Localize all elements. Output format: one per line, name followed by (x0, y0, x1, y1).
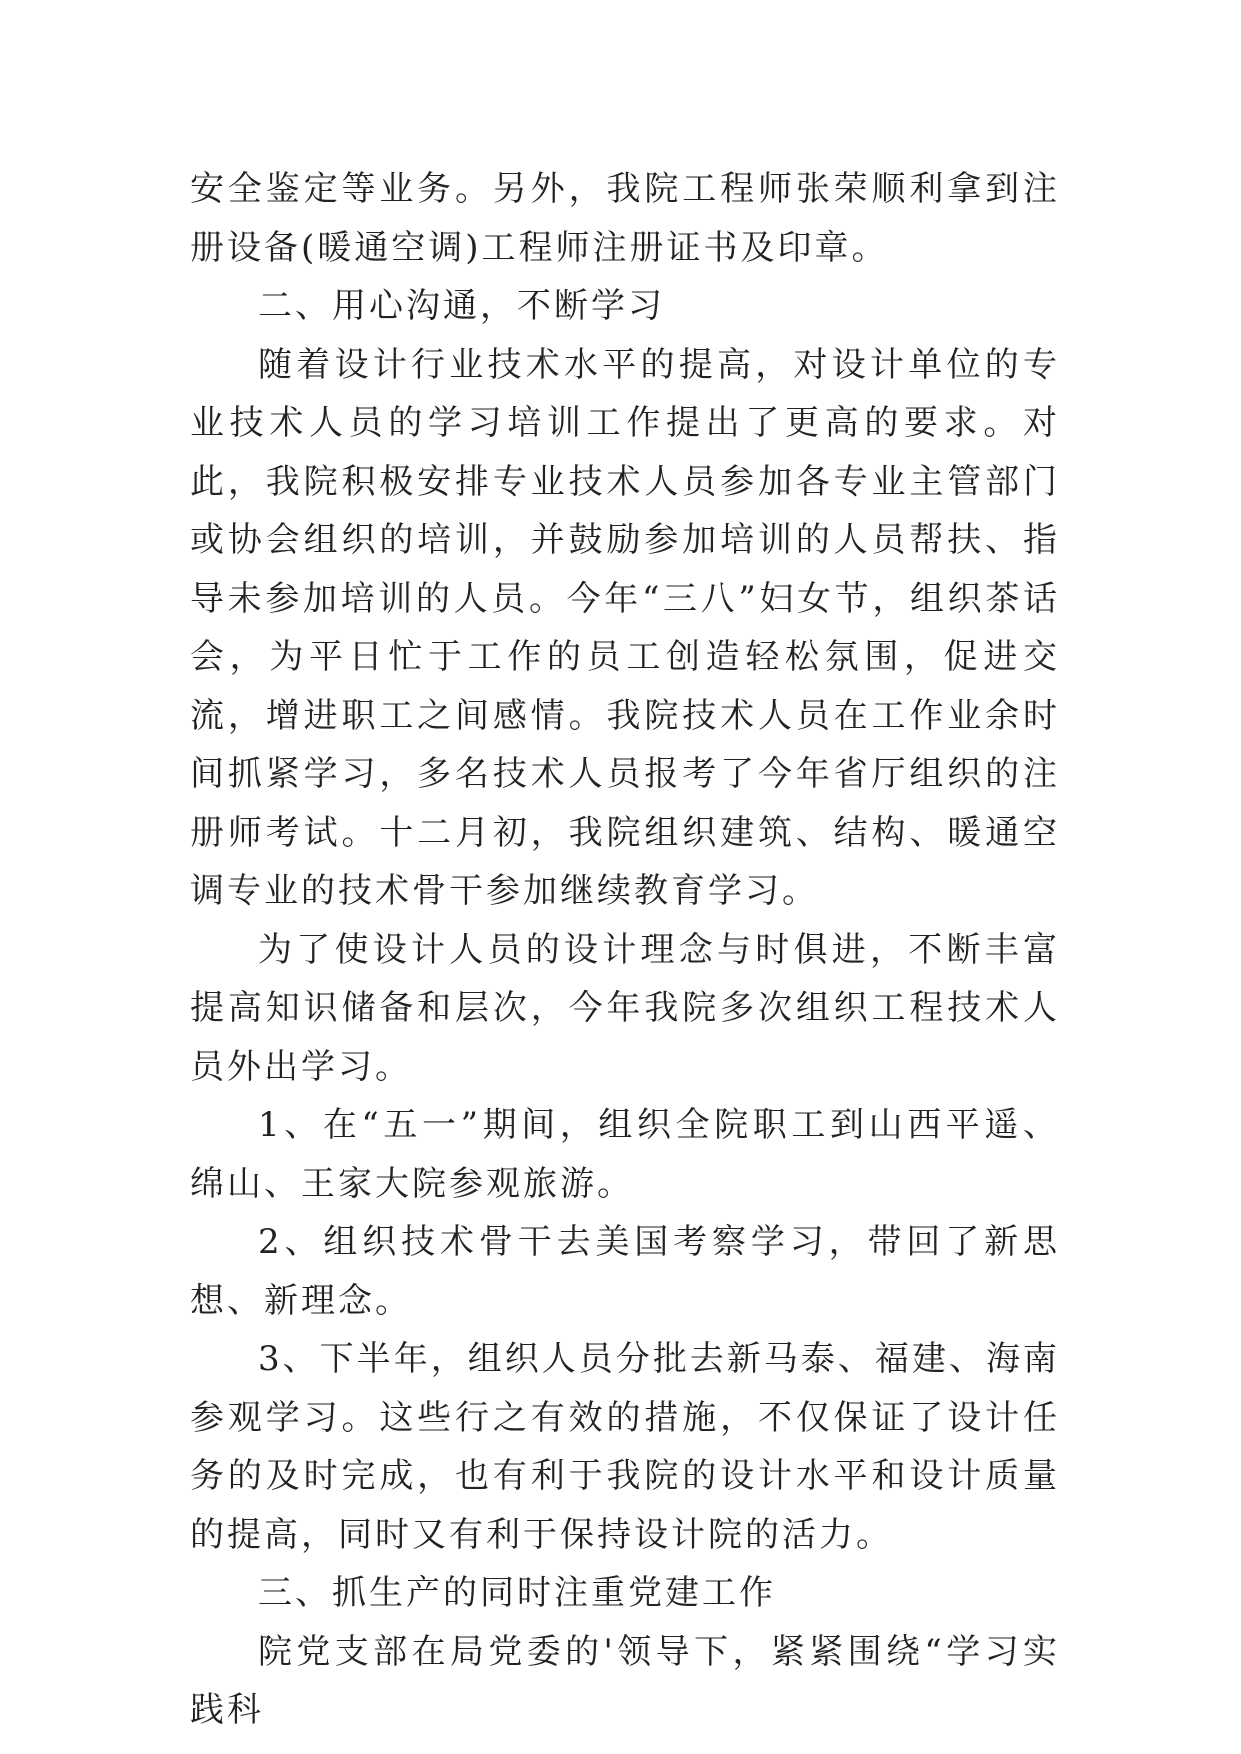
heading-section-3: 三、抓生产的同时注重党建工作 (258, 1573, 776, 1613)
paragraph-3: 随着设计行业技术水平的提高，对设计单位的专业技术人员的学习培训工作提出了更高的要求。对此，我院积极安排专业技术人员参加各专业主管部门或协会组织的培训，并鼓励参加培训的人员帮扶、指导未参加培训的人员。今年“三八”妇女节，组织茶话会，为平日忙于工作的员工创造轻松氛围，促进交流，增进职工之间感情。我院技术人员在工作业余时间抓紧学习，多名技术人员报考了今年省厅组织的注册师考试。十二月初，我院组织建筑、结构、暖通空调专业的技术骨干参加继续教育学习。 (190, 344, 1060, 911)
document-body (190, 160, 1060, 1740)
paragraph-9: 院党支部在局党委的'领导下，紧紧围绕“学习实践科 (190, 1631, 1060, 1730)
list-item-1: 1、在“五一”期间，组织全院职工到山西平遥、绵山、王家大院参观旅游。 (190, 1105, 1060, 1204)
list-item-2: 2、组织技术骨干去美国考察学习，带回了新思想、新理念。 (190, 1222, 1060, 1321)
list-item-3: 3、下半年，组织人员分批去新马泰、福建、海南参观学习。这些行之有效的措施，不仅保证了设计任务的及时完成，也有利于我院的设计水平和设计质量的提高，同时又有利于保持设计院的活力。 (190, 1339, 1060, 1555)
heading-section-2: 二、用心沟通，不断学习 (258, 286, 665, 326)
paragraph-4: 为了使设计人员的设计理念与时俱进，不断丰富提高知识储备和层次，今年我院多次组织工程技术人员外出学习。 (190, 929, 1060, 1087)
paragraph-1: 安全鉴定等业务。另外，我院工程师张荣顺利拿到注册设备(暖通空调)工程师注册证书及印章。 (190, 169, 1060, 268)
